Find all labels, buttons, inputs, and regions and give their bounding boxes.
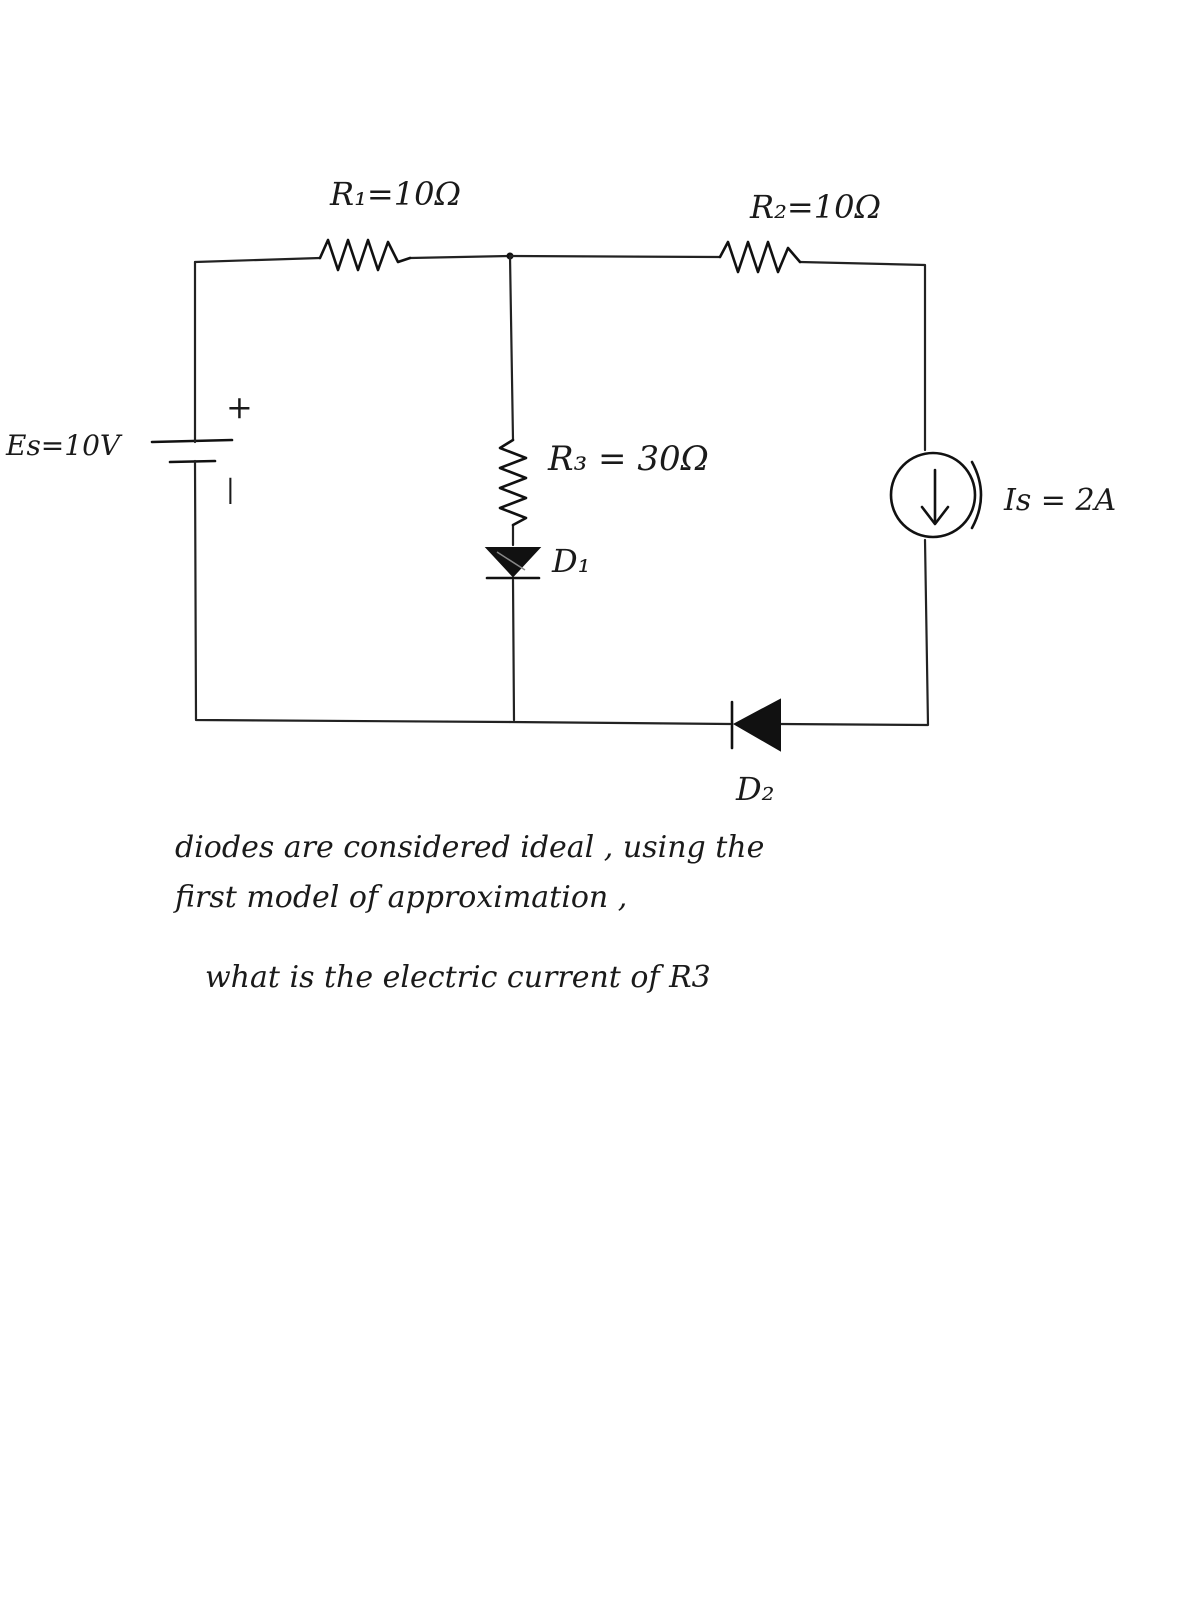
resistor-r1 <box>320 240 410 270</box>
label-minus: | <box>226 475 235 505</box>
wire-top-left <box>195 256 510 722</box>
wire-top-right <box>510 256 928 725</box>
question-line-2: first model of approximation , <box>175 880 628 915</box>
label-plus: + <box>226 388 253 426</box>
label-r1: R₁=10Ω <box>330 175 461 213</box>
label-r2: R₂=10Ω <box>750 188 881 226</box>
question-line-1: diodes are considered ideal , using the <box>175 830 765 865</box>
diode-d1 <box>487 548 539 578</box>
label-r3: R₃ = 30Ω <box>548 439 709 479</box>
resistor-r3 <box>500 440 526 525</box>
diode-d2 <box>732 700 780 750</box>
label-d2: D₂ <box>736 770 775 808</box>
label-es: Es=10V <box>6 429 121 462</box>
question-line-3: what is the electric current of R3 <box>205 960 711 995</box>
wire-middle <box>510 256 514 720</box>
label-is: Is = 2A <box>1004 483 1117 518</box>
resistor-r2 <box>720 242 800 272</box>
label-d1: D₁ <box>552 542 591 580</box>
battery-es <box>152 440 232 462</box>
wire-bottom <box>510 722 730 724</box>
current-source-is <box>891 453 981 537</box>
